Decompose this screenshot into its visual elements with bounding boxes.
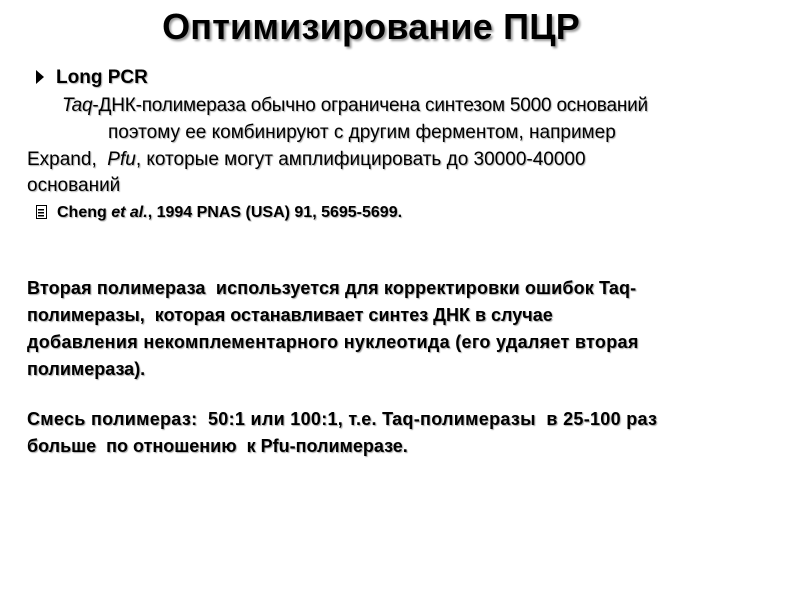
description-line-3: [27, 148, 586, 172]
paragraph1-line-1: Вторая полимераза используется для корректировки ошибок Taq-: [27, 278, 637, 298]
triangle-bullet-icon: [36, 70, 44, 84]
description-text-2: поэтому ее комбинируют с другим ферментом, например: [108, 122, 616, 143]
taq-italic: Taq: [62, 95, 93, 116]
paragraph2-line-1: Смесь полимераз: 50:1 или 100:1, т.е. Taq-полимеразы в 25-100 раз: [27, 409, 658, 429]
paragraph2-line-2: больше по отношению к Pfu-полимеразе.: [27, 436, 408, 456]
description-pre-3: Expand,: [27, 149, 108, 170]
slide-title: Оптимизирование ПЦР: [162, 6, 580, 47]
paragraph1-line-3: добавления некомплементарного нуклеотида (его удаляет вторая: [27, 332, 639, 352]
reference-line: [36, 201, 402, 225]
description-text-1: -ДНК-полимераза обычно ограничена синтезом 5000 оснований: [92, 95, 648, 116]
description-line-4: [27, 174, 120, 198]
description-line-2: [108, 121, 616, 145]
bullet-heading: [36, 66, 148, 90]
document-icon: [36, 205, 47, 219]
reference-author: Cheng: [57, 204, 112, 221]
reference-rest: , 1994 PNAS (USA) 91, 5695-5699.: [147, 204, 403, 221]
description-text-4: оснований: [27, 175, 121, 196]
bullet-label: Long PCR: [56, 67, 148, 88]
reference-etal: et al.: [111, 204, 148, 221]
description-line-1: [62, 94, 648, 118]
description-text-3: , которые могут амплифицировать до 30000-40000: [135, 149, 586, 170]
paragraph1-line-4: полимераза).: [27, 359, 146, 379]
pfu-italic: Pfu: [107, 149, 136, 170]
paragraph1-line-2: полимеразы, которая останавливает синтез ДНК в случае: [27, 305, 553, 325]
